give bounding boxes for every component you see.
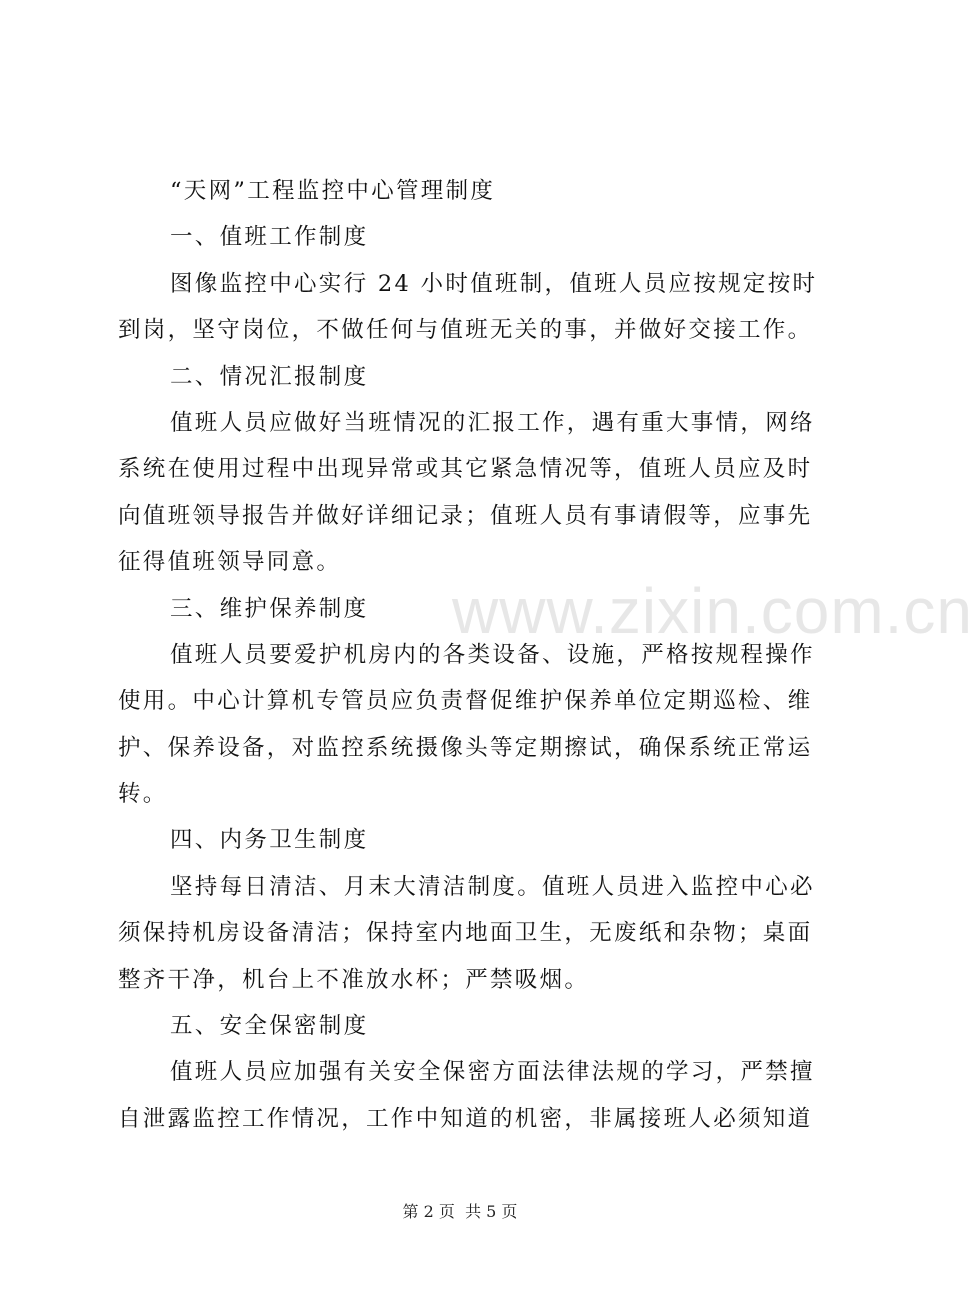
paragraph-line: 坚持每日清洁、月末大清洁制度。值班人员进入监控中心必 bbox=[170, 873, 815, 900]
section-heading-report: 二、情况汇报制度 bbox=[170, 363, 369, 390]
paragraph-line: 征得值班领导同意。 bbox=[118, 549, 342, 576]
paragraph-line: 图像监控中心实行 24 小时值班制，值班人员应按规定按时 bbox=[170, 270, 818, 297]
watermark: www.zixin.com.cn bbox=[452, 575, 973, 647]
paragraph-line: 值班人员应加强有关安全保密方面法律法规的学习，严禁擅 bbox=[170, 1059, 815, 1086]
paragraph-line: 整齐干净，机台上不准放水杯；严禁吸烟。 bbox=[118, 966, 590, 993]
paragraph-line: 转。 bbox=[118, 781, 168, 808]
page-number-footer: 第 2 页 共 5 页 bbox=[402, 1202, 518, 1221]
paragraph-line: 到岗，坚守岗位，不做任何与值班无关的事，并做好交接工作。 bbox=[118, 317, 813, 344]
document-title: “天网”工程监控中心管理制度 bbox=[170, 178, 496, 204]
paragraph-line: 须保持机房设备清洁；保持室内地面卫生，无废纸和杂物；桌面 bbox=[118, 920, 813, 947]
paragraph-line: 系统在使用过程中出现异常或其它紧急情况等，值班人员应及时 bbox=[118, 456, 813, 483]
paragraph-line: 自泄露监控工作情况，工作中知道的机密，非属接班人必须知道 bbox=[118, 1105, 813, 1132]
paragraph-line: 护、保养设备，对监控系统摄像头等定期擦试，确保系统正常运 bbox=[118, 734, 813, 761]
section-heading-hygiene: 四、内务卫生制度 bbox=[170, 827, 369, 854]
paragraph-line: 值班人员应做好当班情况的汇报工作，遇有重大事情，网络 bbox=[170, 409, 815, 436]
section-heading-duty: 一、值班工作制度 bbox=[170, 224, 369, 251]
section-heading-maintenance: 三、维护保养制度 bbox=[170, 595, 369, 622]
section-heading-security: 五、安全保密制度 bbox=[170, 1013, 369, 1040]
document-body bbox=[118, 168, 824, 1142]
paragraph-line: 使用。中心计算机专管员应负责督促维护保养单位定期巡检、维 bbox=[118, 688, 813, 715]
paragraph-line: 向值班领导报告并做好详细记录；值班人员有事请假等，应事先 bbox=[118, 502, 813, 529]
paragraph-line: 值班人员要爱护机房内的各类设备、设施，严格按规程操作 bbox=[170, 641, 815, 668]
